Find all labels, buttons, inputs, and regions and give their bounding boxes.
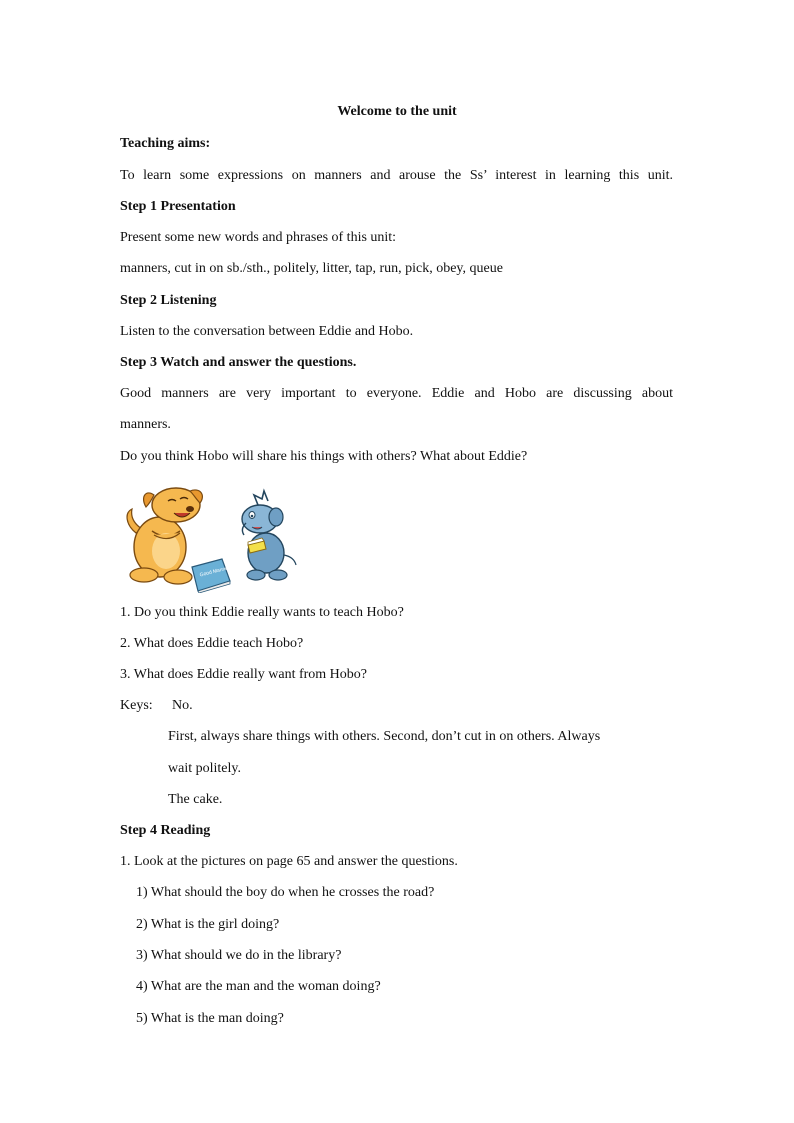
- step4-heading: Step 4 Reading: [120, 823, 211, 838]
- book-cover-text: Good Manners: [199, 564, 233, 579]
- hobo-elephant-icon: [242, 491, 296, 580]
- teaching-aims-text: To learn some expressions on manners and arouse the Ss’ interest in learning this unit.: [120, 168, 673, 183]
- step4-intro: 1. Look at the pictures on page 65 and answer the questions.: [120, 854, 458, 869]
- step4-question-2: 2) What is the girl doing?: [136, 917, 280, 932]
- step3-paragraph-line2: manners.: [120, 417, 171, 432]
- step3-question: Do you think Hobo will share his things with others? What about Eddie?: [120, 449, 528, 464]
- key-answer-1: No.: [172, 698, 193, 713]
- step3-question-2: 2. What does Eddie teach Hobo?: [120, 636, 304, 651]
- step3-question-1: 1. Do you think Eddie really wants to teach Hobo?: [120, 605, 404, 620]
- step4-question-1: 1) What should the boy do when he crosses the road?: [136, 885, 435, 900]
- step4-question-3: 3) What should we do in the library?: [136, 948, 342, 963]
- eddie-and-hobo-illustration: [118, 485, 308, 593]
- keys-label: Keys:: [120, 698, 153, 713]
- step3-heading: Step 3 Watch and answer the questions.: [120, 355, 357, 370]
- key-answer-2-line1: First, always share things with others. Second, don’t cut in on others. Always: [168, 729, 601, 744]
- step1-words: manners, cut in on sb./sth., politely, litter, tap, run, pick, obey, queue: [120, 261, 503, 276]
- document-title: Welcome to the unit: [337, 104, 457, 119]
- step2-text: Listen to the conversation between Eddie and Hobo.: [120, 324, 414, 339]
- key-answer-2-line2: wait politely.: [168, 761, 241, 776]
- key-answer-3: The cake.: [168, 792, 223, 807]
- step2-heading: Step 2 Listening: [120, 293, 217, 308]
- step4-question-5: 5) What is the man doing?: [136, 1011, 284, 1026]
- step1-heading: Step 1 Presentation: [120, 199, 236, 214]
- eddie-dog-icon: [127, 488, 202, 584]
- book-icon: [192, 559, 233, 593]
- step4-question-4: 4) What are the man and the woman doing?: [136, 979, 381, 994]
- teaching-aims-heading: Teaching aims:: [120, 136, 211, 151]
- step3-paragraph-line1: Good manners are very important to everyone. Eddie and Hobo are discussing about: [120, 386, 673, 401]
- step1-intro: Present some new words and phrases of this unit:: [120, 230, 397, 245]
- step3-question-3: 3. What does Eddie really want from Hobo?: [120, 667, 368, 682]
